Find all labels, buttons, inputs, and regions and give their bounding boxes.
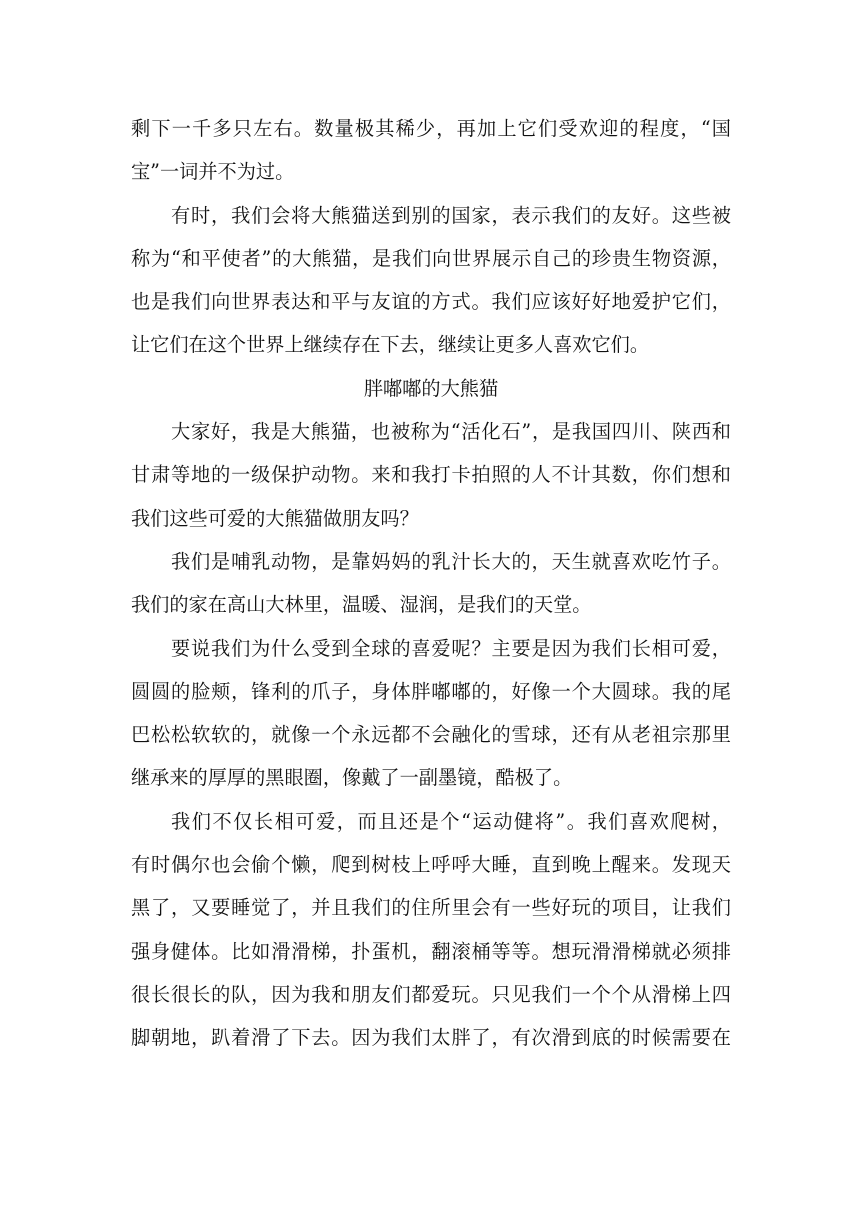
- paragraph-line: 剩下一千多只左右。数量极其稀少，再加上它们受欢迎的程度，“国: [131, 117, 731, 140]
- paragraph-line: 我们这些可爱的大熊猫做朋友吗？: [131, 506, 419, 530]
- paragraph-line: 很长很长的队，因为我和朋友们都爱玩。只见我们一个个从滑梯上四: [131, 982, 731, 1006]
- paragraph-line: 我们不仅长相可爱，而且还是个“运动健将”。我们喜欢爬树，: [171, 809, 731, 833]
- paragraph-line: 我们是哺乳动物，是靠妈妈的乳汁长大的，天生就喜欢吃竹子。: [171, 549, 731, 573]
- paragraph-line: 黑了，又要睡觉了，并且我们的住所里会有一些好玩的项目，让我们: [131, 896, 731, 920]
- paragraph-line: 甘肃等地的一级保护动物。来和我打卡拍照的人不计其数，你们想和: [131, 463, 731, 487]
- paragraph-line: 脚朝地，趴着滑了下去。因为我们太胖了，有次滑到底的时候需要在: [131, 1026, 731, 1050]
- paragraph-line: 要说我们为什么受到全球的喜爱呢？主要是因为我们长相可爱，: [171, 636, 731, 660]
- paragraph-line: 大家好，我是大熊猫，也被称为“活化石”，是我国四川、陕西和: [171, 420, 731, 444]
- paragraph-line: 巴松松软软的，就像一个永远都不会融化的雪球，还有从老祖宗那里: [131, 723, 731, 747]
- document-page: [131, 107, 731, 1060]
- paragraph-line: 也是我们向世界表达和平与友谊的方式。我们应该好好地爱护它们，: [131, 290, 731, 314]
- paragraph-line: 强身健体。比如滑滑梯，扑蛋机，翻滚桶等等。想玩滑滑梯就必须排: [131, 939, 731, 963]
- paragraph-line: 宝”一词并不为过。: [131, 160, 295, 184]
- paragraph-line: 继承来的厚厚的黑眼圈，像戴了一副墨镜，酷极了。: [131, 766, 573, 790]
- section-title: 胖嘟嘟的大熊猫: [363, 376, 499, 400]
- paragraph-line: 称为“和平使者”的大熊猫，是我们向世界展示自己的珍贵生物资源，: [131, 246, 731, 270]
- paragraph-line: 有时偶尔也会偷个懒，爬到树枝上呼呼大睡，直到晚上醒来。发现天: [131, 853, 731, 877]
- paragraph-line: 让它们在这个世界上继续存在下去，继续让更多人喜欢它们。: [131, 333, 650, 357]
- paragraph-line: 我们的家在高山大林里，温暖、湿润，是我们的天堂。: [131, 593, 592, 617]
- paragraph-line: 有时，我们会将大熊猫送到别的国家，表示我们的友好。这些被: [171, 203, 731, 227]
- paragraph-line: 圆圆的脸颊，锋利的爪子，身体胖嘟嘟的，好像一个大圆球。我的尾: [131, 679, 731, 703]
